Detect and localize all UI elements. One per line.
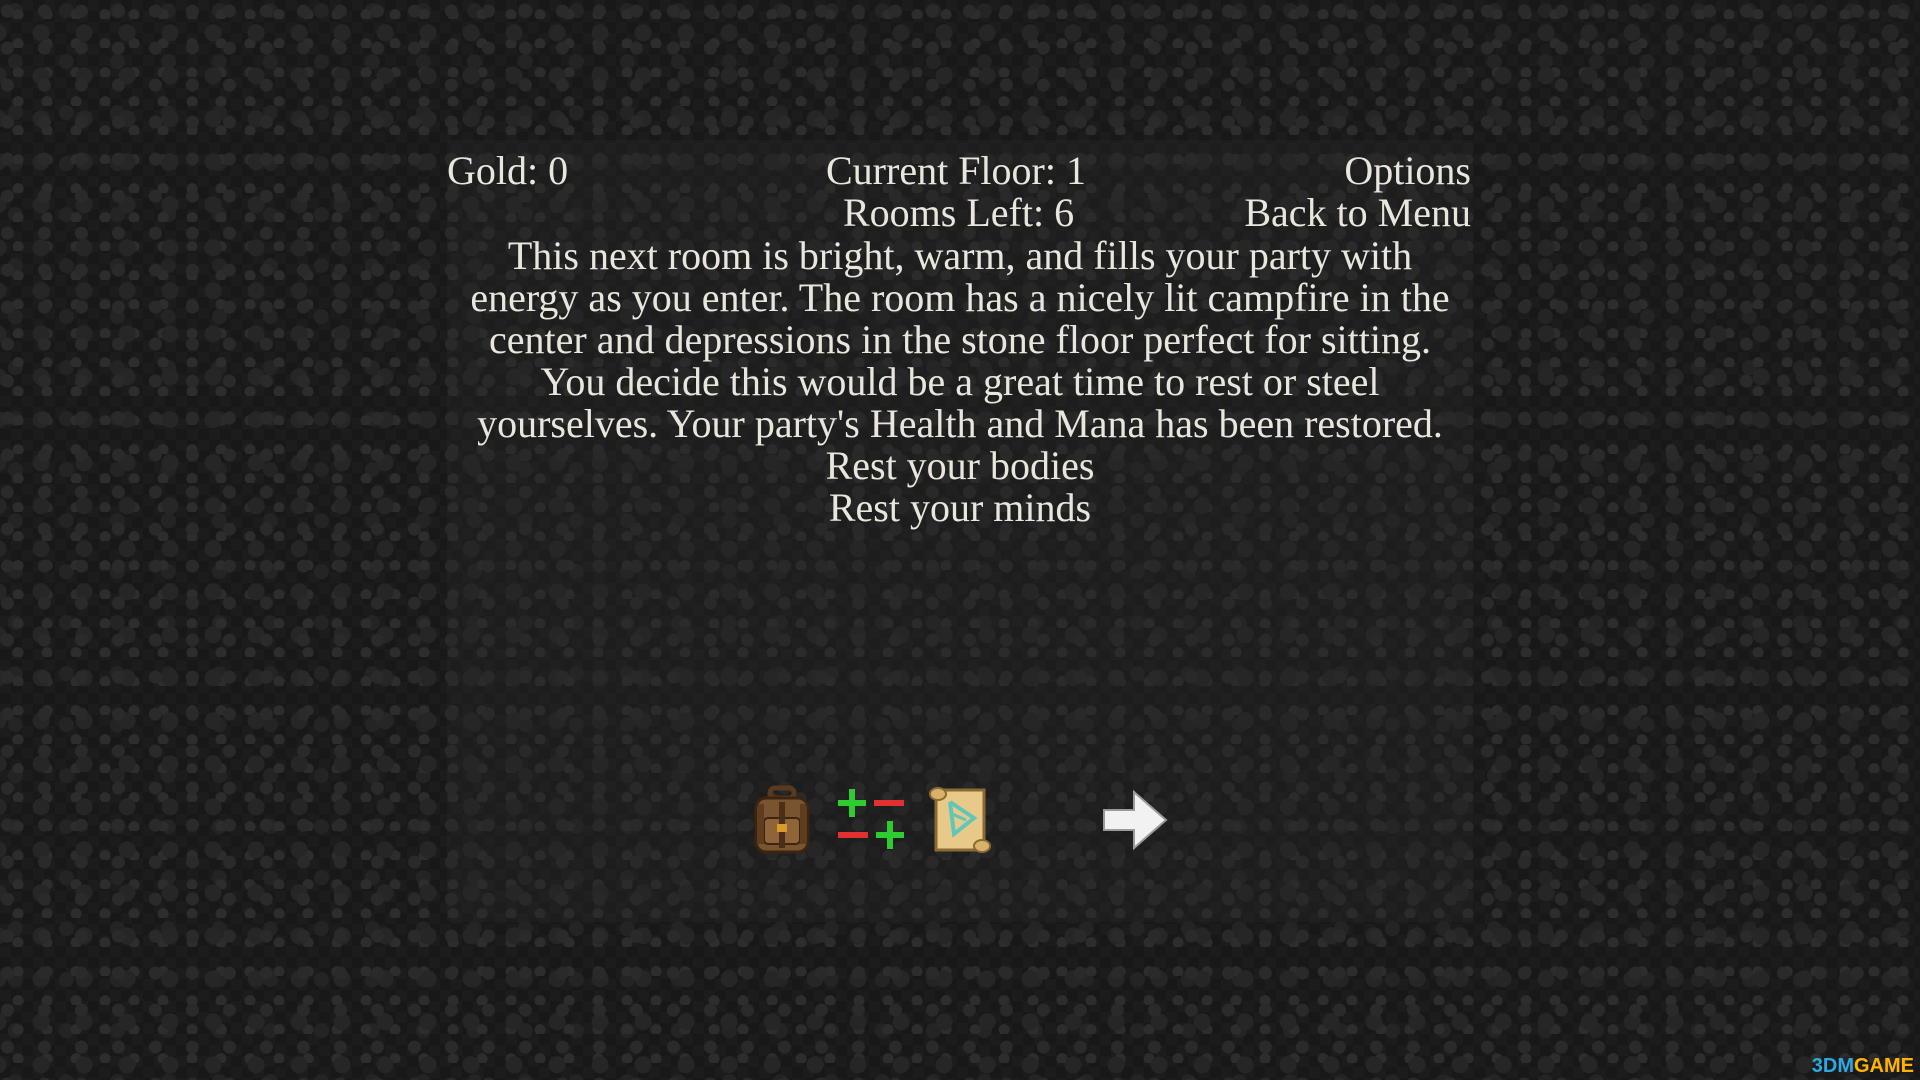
rooms-left-label: Rooms Left: 6 bbox=[843, 190, 1075, 235]
watermark-prefix: 3DM bbox=[1811, 1055, 1854, 1077]
scroll-map-icon[interactable] bbox=[924, 784, 996, 856]
watermark-suffix: GAME bbox=[1854, 1055, 1914, 1077]
next-arrow-icon[interactable] bbox=[1098, 784, 1170, 856]
back-to-menu-button[interactable]: Back to Menu bbox=[1244, 190, 1471, 235]
room-description: This next room is bright, warm, and fills your party with energy as you enter. The room has a nicely lit campfire in the center and depressions in the stone floor perfect for sitting. You decide this would be a great time to rest or steel yourselves. Your party's Health and Mana has been restored. bbox=[470, 233, 1450, 446]
gold-counter: Gold: 0 bbox=[447, 148, 569, 193]
watermark-logo bbox=[1812, 1055, 1914, 1078]
options-button[interactable]: Options bbox=[1344, 148, 1471, 193]
stats-plus-minus-icon[interactable] bbox=[836, 786, 908, 858]
choice-rest-bodies[interactable]: Rest your bodies bbox=[825, 443, 1095, 488]
backpack-icon[interactable] bbox=[746, 784, 818, 856]
current-floor-label: Current Floor: 1 bbox=[826, 148, 1086, 193]
choice-rest-minds[interactable]: Rest your minds bbox=[828, 485, 1092, 530]
